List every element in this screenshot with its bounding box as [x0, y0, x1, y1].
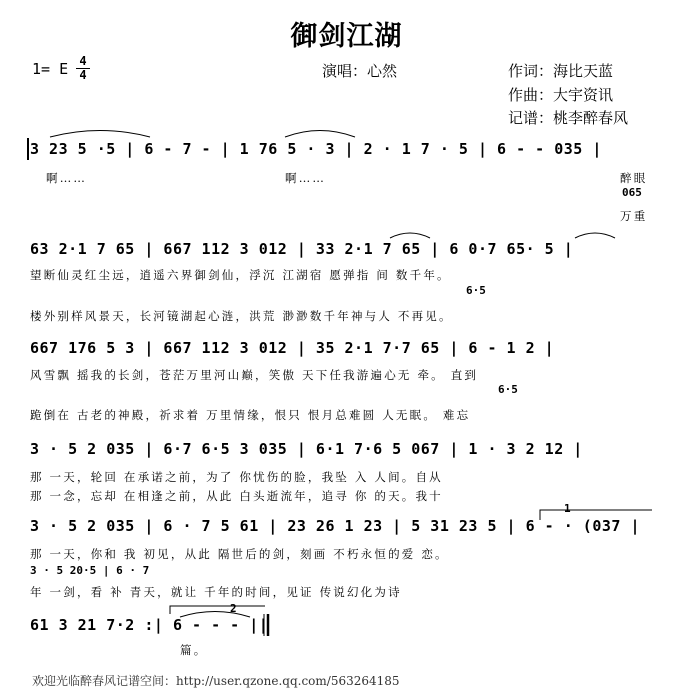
- tie-arc: [390, 233, 430, 238]
- tie-arc: [575, 233, 615, 238]
- volta-1-bracket: [540, 510, 652, 520]
- system-5-volta: 1: [564, 502, 571, 515]
- system-2-lyrics-1: 望断仙灵红尘远，逍遥六界御剑仙，浮沉 江湖宿 愿弹指 间 数千年。: [30, 268, 451, 282]
- system-5-lyrics-2: 年 一剑，看 补 青天，就让 千年的时间，见证 传说幻化为诗: [30, 585, 402, 599]
- system-1-lyric-1: 啊……: [46, 171, 88, 185]
- system-2-notes: 63 2·1 7 65 | 667 112 3 012 | 33 2·1 7 65 | 6 0·7 65· 5 |: [30, 240, 574, 258]
- system-4-lyrics-2: 那 一念，忘却 在相逢之前，从此 白头逝流年，追寻 你 的天。我十: [30, 489, 443, 503]
- system-1-extra-lyric: 万重: [620, 209, 648, 223]
- singer-credit: 演唱：心然: [322, 62, 398, 80]
- volta-2-bracket: [170, 606, 265, 614]
- footer-note: 欢迎光临醉春风记谱空间：http://user.qzone.qq.com/563264185: [32, 674, 400, 688]
- composer-credit: 作曲：大宇资讯: [508, 86, 614, 104]
- key-signature: 1= E: [32, 60, 69, 78]
- system-6-volta: 2: [230, 602, 237, 615]
- system-4-notes: 3 · 5 2 035 | 6·7 6·5 3 035 | 6·1 7·6 5 067 | 1 · 3 2 12 |: [30, 440, 583, 458]
- meter-bottom: 4: [79, 68, 87, 82]
- system-3-lyrics-1: 风雪飘 摇我的长剑，苍茫万里河山巅，笑傲 天下任我游遍心无 牵。 直到: [30, 368, 479, 382]
- system-3-small-notes: 6·5: [498, 383, 518, 396]
- system-2-lyrics-2: 楼外别样风景天，长河镜湖起心涟，洪荒 渺渺数千年神与人 不再见。: [30, 309, 453, 323]
- system-5-notes: 3 · 5 2 035 | 6 · 7 5 61 | 23 26 1 23 | 5 31 23 5 | 6 - · (037 |: [30, 517, 640, 535]
- system-5-lyrics-1: 那 一天，你和 我 初见，从此 隔世后的剑，刻画 不朽永恒的爱 恋。: [30, 547, 449, 561]
- transcriber-credit: 记谱：桃李醉春风: [508, 109, 629, 127]
- system-6-lyrics-1: 篇。: [180, 643, 208, 657]
- system-1-extra-notes: 065: [622, 186, 642, 199]
- system-1-notes: 3 23 5 ·5 | 6 - 7 - | 1 76 5 · 3 | 2 · 1 7 · 5 | 6 - - 035 |: [30, 140, 602, 158]
- system-1-lyric-2: 啊……: [285, 171, 327, 185]
- system-6-notes: 61 3 21 7·2 :| 6 - - - ||: [30, 616, 269, 634]
- system-3-lyrics-2: 跪倒在 古老的神殿，祈求着 万里情缘，恨只 恨月总难圆 人无眠。 难忘: [30, 408, 471, 422]
- system-4-lyrics-1: 那 一天，轮回 在承诺之前，为了 你忧伤的脸，我坠 入 人间。自从: [30, 470, 443, 484]
- system-1-lyric-3: 醉眼: [620, 171, 648, 185]
- system-2-small-notes: 6·5: [466, 284, 486, 297]
- tie-arc: [285, 131, 355, 138]
- tie-arc: [50, 131, 150, 138]
- lyricist-credit: 作词：海比天蓝: [508, 62, 614, 80]
- meter-top: 4: [79, 54, 87, 68]
- system-3-notes: 667 176 5 3 | 667 112 3 012 | 35 2·1 7·7 65 | 6 - 1 2 |: [30, 339, 555, 357]
- tie-arc: [180, 612, 250, 618]
- system-5-small-notes: 3 · 5 20·5 | 6 · 7: [30, 564, 150, 577]
- song-title: 御剑江湖: [290, 21, 403, 52]
